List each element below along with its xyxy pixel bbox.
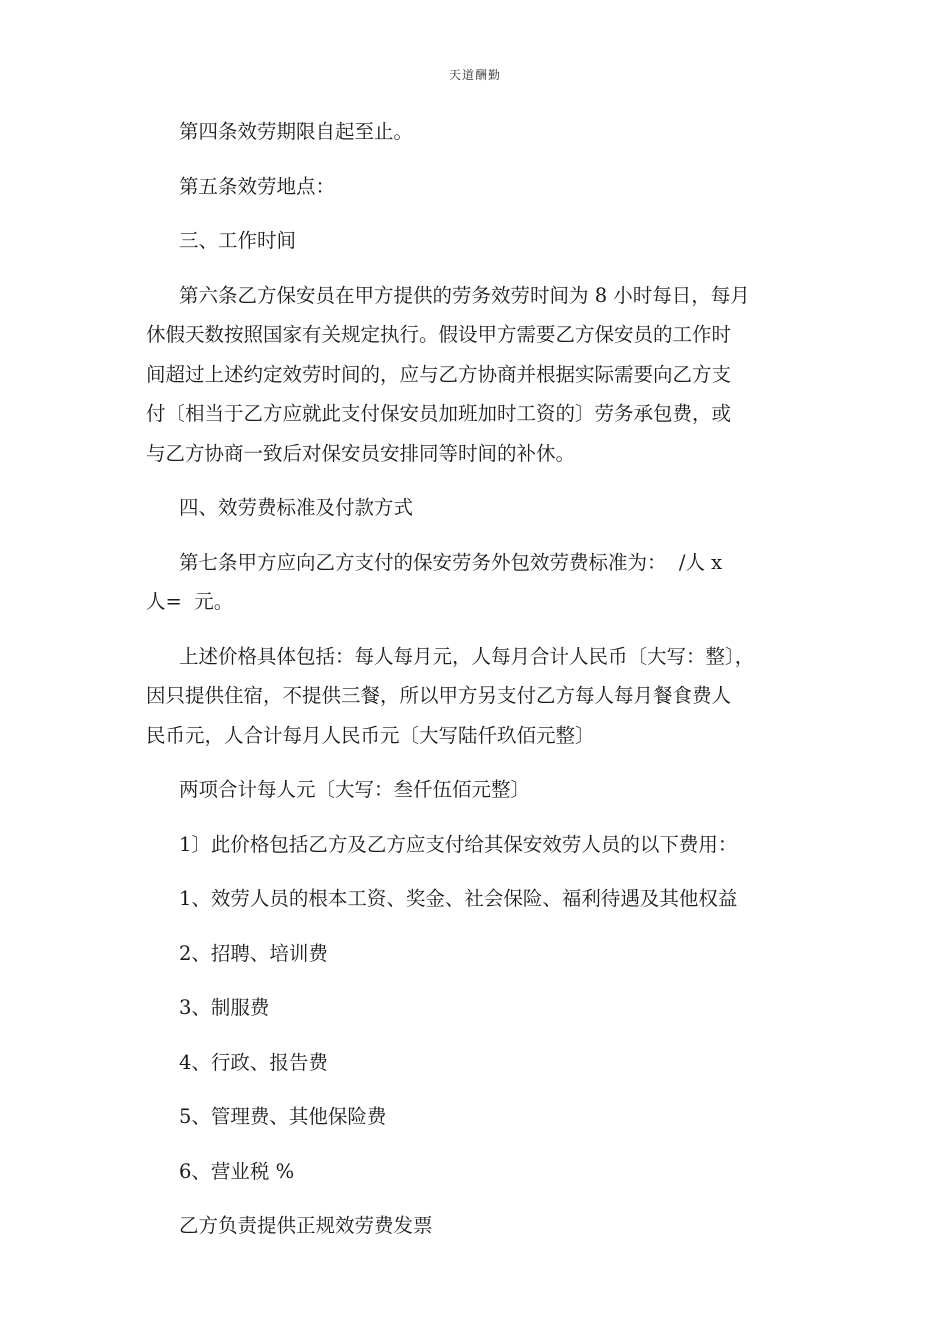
paragraph-line: 间超过上述约定效劳时间的，应与乙方协商并根据实际需要向乙方支 — [146, 362, 732, 386]
paragraph-line: 第七条甲方应向乙方支付的保安劳务外包效劳费标准为： /人 x — [179, 550, 723, 574]
list-item — [146, 1152, 806, 1192]
paragraph-line: 1、效劳人员的根本工资、奖金、社会保险、福利待遇及其他权益 — [179, 887, 738, 910]
paragraph-line: 四、效劳费标准及付款方式 — [179, 496, 414, 519]
paragraph-line: 付〔相当于乙方应就此支付保安员加班加时工资的〕劳务承包费，或 — [146, 402, 732, 425]
paragraph-price-details — [146, 637, 806, 756]
paragraph-line: 第五条效劳地点： — [179, 174, 336, 198]
paragraph-line: 民币元，人合计每月人民币元〔大写陆仟玖佰元整〕 — [146, 723, 595, 747]
paragraph-line: 因只提供住宿，不提供三餐，所以甲方另支付乙方每人每月餐食费人 — [146, 684, 732, 707]
paragraph-invoice — [146, 1206, 806, 1246]
list-item — [146, 1043, 806, 1083]
list-item — [146, 1097, 806, 1137]
section-heading-work-time — [146, 221, 806, 261]
list-item — [146, 934, 806, 974]
paragraph-service-term — [146, 112, 806, 152]
paragraph-line: 上述价格具体包括：每人每月元，人每月合计人民币〔大写：整〕， — [179, 644, 755, 668]
paragraph-line: 4、行政、报告费 — [179, 1050, 328, 1074]
paragraph-line: 人= 元。 — [146, 590, 234, 613]
paragraph-line: 与乙方协商一致后对保安员安排同等时间的补休。 — [146, 441, 576, 465]
paragraph-line: 第六条乙方保安员在甲方提供的劳务效劳时间为 8 小时每日，每月 — [179, 283, 750, 307]
paragraph-service-location — [146, 167, 806, 207]
paragraph-price-includes — [146, 825, 806, 865]
document-body — [146, 112, 806, 1246]
list-item — [146, 988, 806, 1028]
paragraph-total — [146, 770, 806, 810]
paragraph-article-six — [146, 276, 806, 474]
paragraph-line: 1〕此价格包括乙方及乙方应支付给其保安效劳人员的以下费用： — [179, 832, 738, 856]
page-header: 天道酬勤 — [448, 68, 501, 82]
paragraph-line: 2、招聘、培训费 — [179, 941, 328, 965]
paragraph-line: 休假天数按照国家有关规定执行。假设甲方需要乙方保安员的工作时 — [146, 323, 732, 346]
paragraph-line: 乙方负责提供正规效劳费发票 — [179, 1214, 433, 1237]
paragraph-line: 三、工作时间 — [179, 229, 297, 252]
paragraph-line: 两项合计每人元〔大写：叁仟伍佰元整〕 — [179, 778, 531, 801]
paragraph-line: 5、管理费、其他保险费 — [179, 1105, 387, 1128]
paragraph-line: 6、营业税 % — [179, 1159, 295, 1183]
paragraph-line: 3、制服费 — [179, 996, 270, 1019]
section-heading-fees — [146, 488, 806, 528]
paragraph-article-seven — [146, 543, 806, 622]
paragraph-line: 第四条效劳期限自起至止。 — [179, 120, 414, 143]
list-item — [146, 879, 806, 919]
